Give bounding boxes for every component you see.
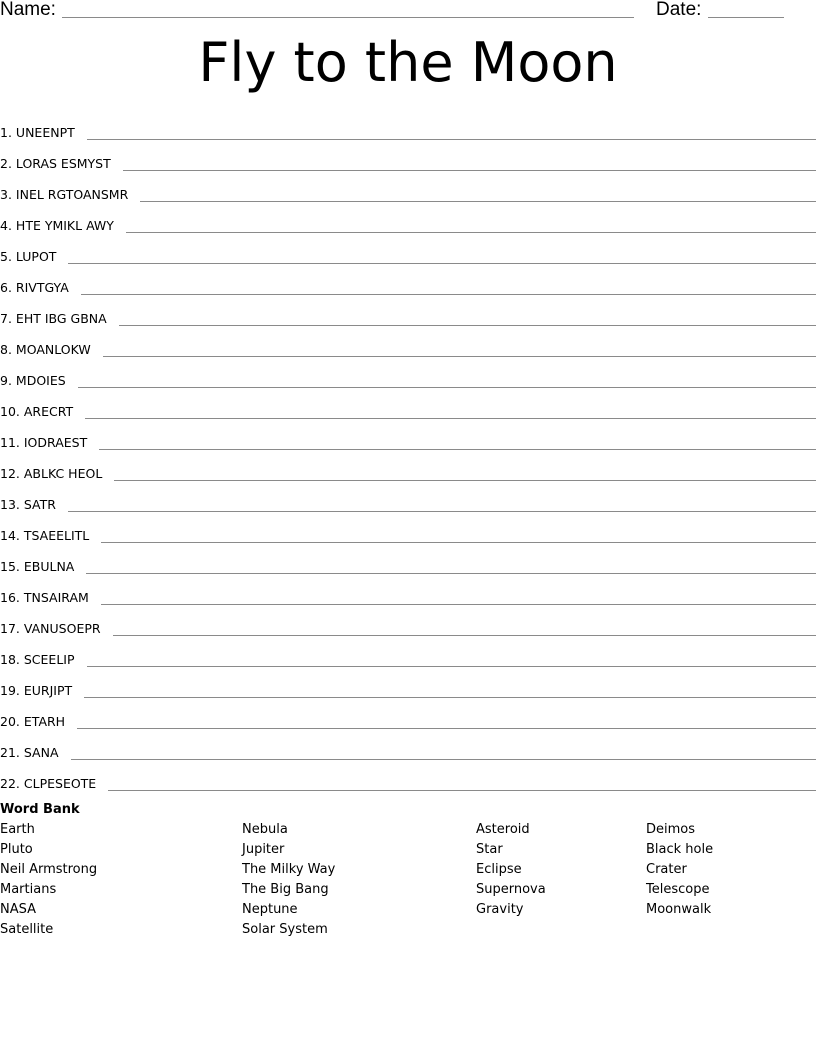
scrambled-word: ARECRT xyxy=(23,404,74,419)
scrambled-word: SATR xyxy=(23,497,56,512)
answer-line[interactable] xyxy=(126,232,816,233)
answer-line[interactable] xyxy=(77,728,816,729)
question-row xyxy=(0,668,816,699)
answer-line[interactable] xyxy=(123,170,816,171)
question-row xyxy=(0,513,816,544)
scrambled-word: ABLKC HEOL xyxy=(23,466,103,481)
question-number: 11. xyxy=(0,435,20,450)
answer-line[interactable] xyxy=(99,449,816,450)
answer-line[interactable] xyxy=(81,294,816,295)
question-row xyxy=(0,389,816,420)
scrambled-word: TSAEELITL xyxy=(23,528,90,543)
date-field-line[interactable] xyxy=(708,17,784,18)
question-number: 4. xyxy=(0,218,12,233)
question-row xyxy=(0,327,816,358)
question-number: 6. xyxy=(0,280,12,295)
word-bank-item: NASA xyxy=(0,902,37,917)
date-label: Date: xyxy=(656,0,702,20)
word-bank-item: Crater xyxy=(646,862,687,877)
question-number: 8. xyxy=(0,342,12,357)
question-row xyxy=(0,203,816,234)
word-bank-item: Gravity xyxy=(476,902,524,917)
word-bank xyxy=(0,801,816,937)
scrambled-word: LUPOT xyxy=(15,249,57,264)
question-number: 21. xyxy=(0,745,20,760)
question-number: 16. xyxy=(0,590,20,605)
scrambled-word: HTE YMIKL AWY xyxy=(15,218,114,233)
scrambled-word: MDOIES xyxy=(15,373,66,388)
question-number: 10. xyxy=(0,404,20,419)
answer-line[interactable] xyxy=(68,263,816,264)
word-bank-item: Martians xyxy=(0,882,57,897)
question-number: 17. xyxy=(0,621,20,636)
word-bank-item: Star xyxy=(476,842,503,857)
answer-line[interactable] xyxy=(87,666,816,667)
scrambled-word: EHT IBG GBNA xyxy=(15,311,107,326)
question-row xyxy=(0,482,816,513)
question-number: 20. xyxy=(0,714,20,729)
header xyxy=(0,0,816,24)
question-row xyxy=(0,358,816,389)
question-row xyxy=(0,575,816,606)
question-number: 7. xyxy=(0,311,12,326)
answer-line[interactable] xyxy=(78,387,816,388)
question-row xyxy=(0,420,816,451)
word-bank-item: Satellite xyxy=(0,922,54,937)
question-list xyxy=(0,110,816,792)
name-label: Name: xyxy=(0,0,56,20)
question-row xyxy=(0,544,816,575)
question-number: 14. xyxy=(0,528,20,543)
answer-line[interactable] xyxy=(86,573,816,574)
answer-line[interactable] xyxy=(87,139,816,140)
page-title: Fly to the Moon xyxy=(198,31,618,94)
answer-line[interactable] xyxy=(108,790,816,791)
scrambled-word: RIVTGYA xyxy=(15,280,69,295)
question-row xyxy=(0,234,816,265)
word-bank-item: Eclipse xyxy=(476,862,522,877)
word-bank-item: The Milky Way xyxy=(242,862,336,877)
scrambled-word: VANUSOEPR xyxy=(23,621,101,636)
word-bank-column-4 xyxy=(646,821,713,921)
question-row xyxy=(0,730,816,761)
answer-line[interactable] xyxy=(114,480,816,481)
question-number: 18. xyxy=(0,652,20,667)
scrambled-word: EURJIPT xyxy=(23,683,73,698)
scrambled-word: ETARH xyxy=(23,714,66,729)
question-row xyxy=(0,699,816,730)
scrambled-word: SANA xyxy=(23,745,59,760)
scrambled-word: LORAS ESMYST xyxy=(15,156,111,171)
question-row xyxy=(0,606,816,637)
scrambled-word: SCEELIP xyxy=(23,652,75,667)
word-bank-item: Moonwalk xyxy=(646,902,712,917)
scrambled-word: INEL RGTOANSMR xyxy=(15,187,129,202)
scrambled-word: CLPESEOTE xyxy=(23,776,97,791)
question-row xyxy=(0,141,816,172)
word-bank-item: Black hole xyxy=(646,842,714,857)
question-row xyxy=(0,265,816,296)
word-bank-item: Earth xyxy=(0,822,35,837)
name-field-line[interactable] xyxy=(62,17,634,18)
question-number: 1. xyxy=(0,125,12,140)
word-bank-item: Solar System xyxy=(242,922,328,937)
answer-line[interactable] xyxy=(68,511,816,512)
word-bank-title: Word Bank xyxy=(0,802,80,817)
answer-line[interactable] xyxy=(140,201,816,202)
answer-line[interactable] xyxy=(101,604,816,605)
question-number: 15. xyxy=(0,559,20,574)
word-bank-item: Pluto xyxy=(0,842,33,857)
word-bank-column-1 xyxy=(0,821,97,941)
question-number: 3. xyxy=(0,187,12,202)
question-number: 5. xyxy=(0,249,12,264)
word-bank-item: Neil Armstrong xyxy=(0,862,98,877)
word-bank-column-3 xyxy=(476,821,546,921)
question-number: 9. xyxy=(0,373,12,388)
question-row xyxy=(0,451,816,482)
word-bank-item: Telescope xyxy=(646,882,710,897)
word-bank-item: Supernova xyxy=(476,882,546,897)
word-bank-item: Deimos xyxy=(646,822,696,837)
answer-line[interactable] xyxy=(84,697,816,698)
scrambled-word: MOANLOKW xyxy=(15,342,91,357)
answer-line[interactable] xyxy=(103,356,816,357)
answer-line[interactable] xyxy=(119,325,816,326)
question-row xyxy=(0,172,816,203)
word-bank-item: Neptune xyxy=(242,902,298,917)
question-row xyxy=(0,637,816,668)
question-number: 2. xyxy=(0,156,12,171)
word-bank-item: The Big Bang xyxy=(242,882,329,897)
question-number: 12. xyxy=(0,466,20,481)
answer-line[interactable] xyxy=(113,635,816,636)
scrambled-word: EBULNA xyxy=(23,559,75,574)
word-bank-item: Jupiter xyxy=(242,842,285,857)
answer-line[interactable] xyxy=(71,759,816,760)
scrambled-word: IODRAEST xyxy=(23,435,88,450)
word-bank-item: Nebula xyxy=(242,822,288,837)
question-number: 13. xyxy=(0,497,20,512)
answer-line[interactable] xyxy=(101,542,816,543)
question-number: 19. xyxy=(0,683,20,698)
question-row xyxy=(0,761,816,792)
scrambled-word: TNSAIRAM xyxy=(23,590,89,605)
answer-line[interactable] xyxy=(85,418,816,419)
question-row xyxy=(0,110,816,141)
word-bank-column-2 xyxy=(242,821,335,941)
question-row xyxy=(0,296,816,327)
question-number: 22. xyxy=(0,776,20,791)
scrambled-word: UNEENPT xyxy=(15,125,75,140)
word-bank-item: Asteroid xyxy=(476,822,530,837)
